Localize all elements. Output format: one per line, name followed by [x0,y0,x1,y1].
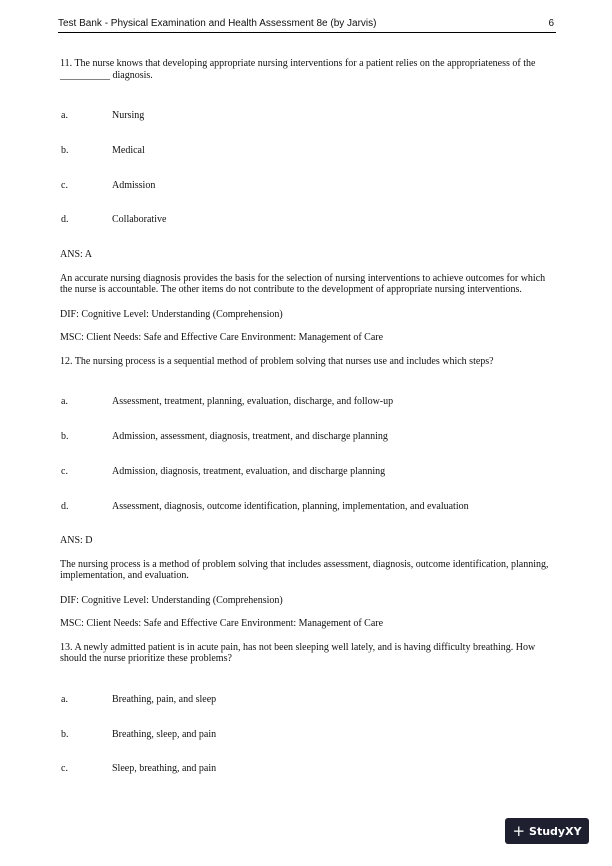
page-number: 6 [548,18,554,29]
document-title: Test Bank - Physical Examination and Health Assessment 8e (by Jarvis) [58,18,377,29]
page-header [58,16,556,33]
option-item [60,729,556,741]
question-stem: 11. The nurse knows that developing appropriate nursing interventions for a patient relies on the appropriateness of the __________ diagnosis. [60,58,536,81]
option-item [60,694,556,706]
rationale: An accurate nursing diagnosis provides the basis for the selection of nursing interventions to achieve outcomes for which the nurse is accountable. The other items do not contribute to the development of appropriate nursing interventions. [60,272,546,296]
page-content [60,58,556,798]
client-needs: MSC: Client Needs: Safe and Effective Care Environment: Management of Care [60,332,384,344]
option-item [60,145,556,157]
option-item [60,431,556,443]
answer-key: ANS: A [60,249,92,261]
question-stem: 13. A newly admitted patient is in acute pain, has not been sleeping well lately, and is having difficulty breathing. How should the nurse prioritize these problems? [60,641,536,665]
option-text: Breathing, pain, and sleep [112,693,217,705]
difficulty-level: DIF: Cognitive Level: Understanding (Comprehension) [60,594,283,606]
option-letter: c. [61,465,68,477]
option-list [60,110,556,226]
option-item [60,466,556,478]
option-text: Admission, assessment, diagnosis, treatment, and discharge planning [112,430,388,442]
client-needs: MSC: Client Needs: Safe and Effective Care Environment: Management of Care [60,618,384,630]
option-text: Breathing, sleep, and pain [112,728,217,740]
option-letter: b. [61,144,69,156]
option-letter: d. [61,214,69,226]
plus-icon: + [512,821,526,840]
question-stem: 12. The nursing process is a sequential method of problem solving that nurses use and includes which steps? [60,355,494,367]
difficulty-level: DIF: Cognitive Level: Understanding (Comprehension) [60,308,283,320]
option-item [60,214,556,226]
option-item [60,501,556,513]
option-text: Admission, diagnosis, treatment, evaluation, and discharge planning [112,465,386,477]
option-letter: c. [61,179,68,191]
option-text: Nursing [112,110,145,121]
option-item [60,763,556,775]
option-text: Sleep, breathing, and pain [112,763,217,775]
studyxy-logo[interactable] [505,818,589,844]
option-text: Collaborative [112,214,167,226]
option-text: Assessment, diagnosis, outcome identification, planning, implementation, and evaluation [112,500,469,512]
option-letter: a. [61,396,68,408]
option-letter: a. [61,110,68,121]
rationale: The nursing process is a method of problem solving that includes assessment, diagnosis, outcome identification, planning, implementation, and evaluation. [60,558,549,582]
option-letter: d. [61,500,69,512]
logo-name-accent: XY [565,824,582,838]
option-letter: b. [61,728,69,740]
option-letter: a. [61,693,68,705]
option-item [60,180,556,192]
option-list [60,396,556,512]
answer-key: ANS: D [60,535,93,547]
option-item [60,110,556,122]
option-list [60,694,556,775]
option-text: Admission [112,179,156,191]
option-text: Medical [112,144,145,156]
option-text: Assessment, treatment, planning, evaluation, discharge, and follow-up [112,396,394,408]
option-letter: c. [61,763,68,775]
logo-name: Study [529,824,566,838]
option-letter: b. [61,430,69,442]
option-item [60,396,556,408]
